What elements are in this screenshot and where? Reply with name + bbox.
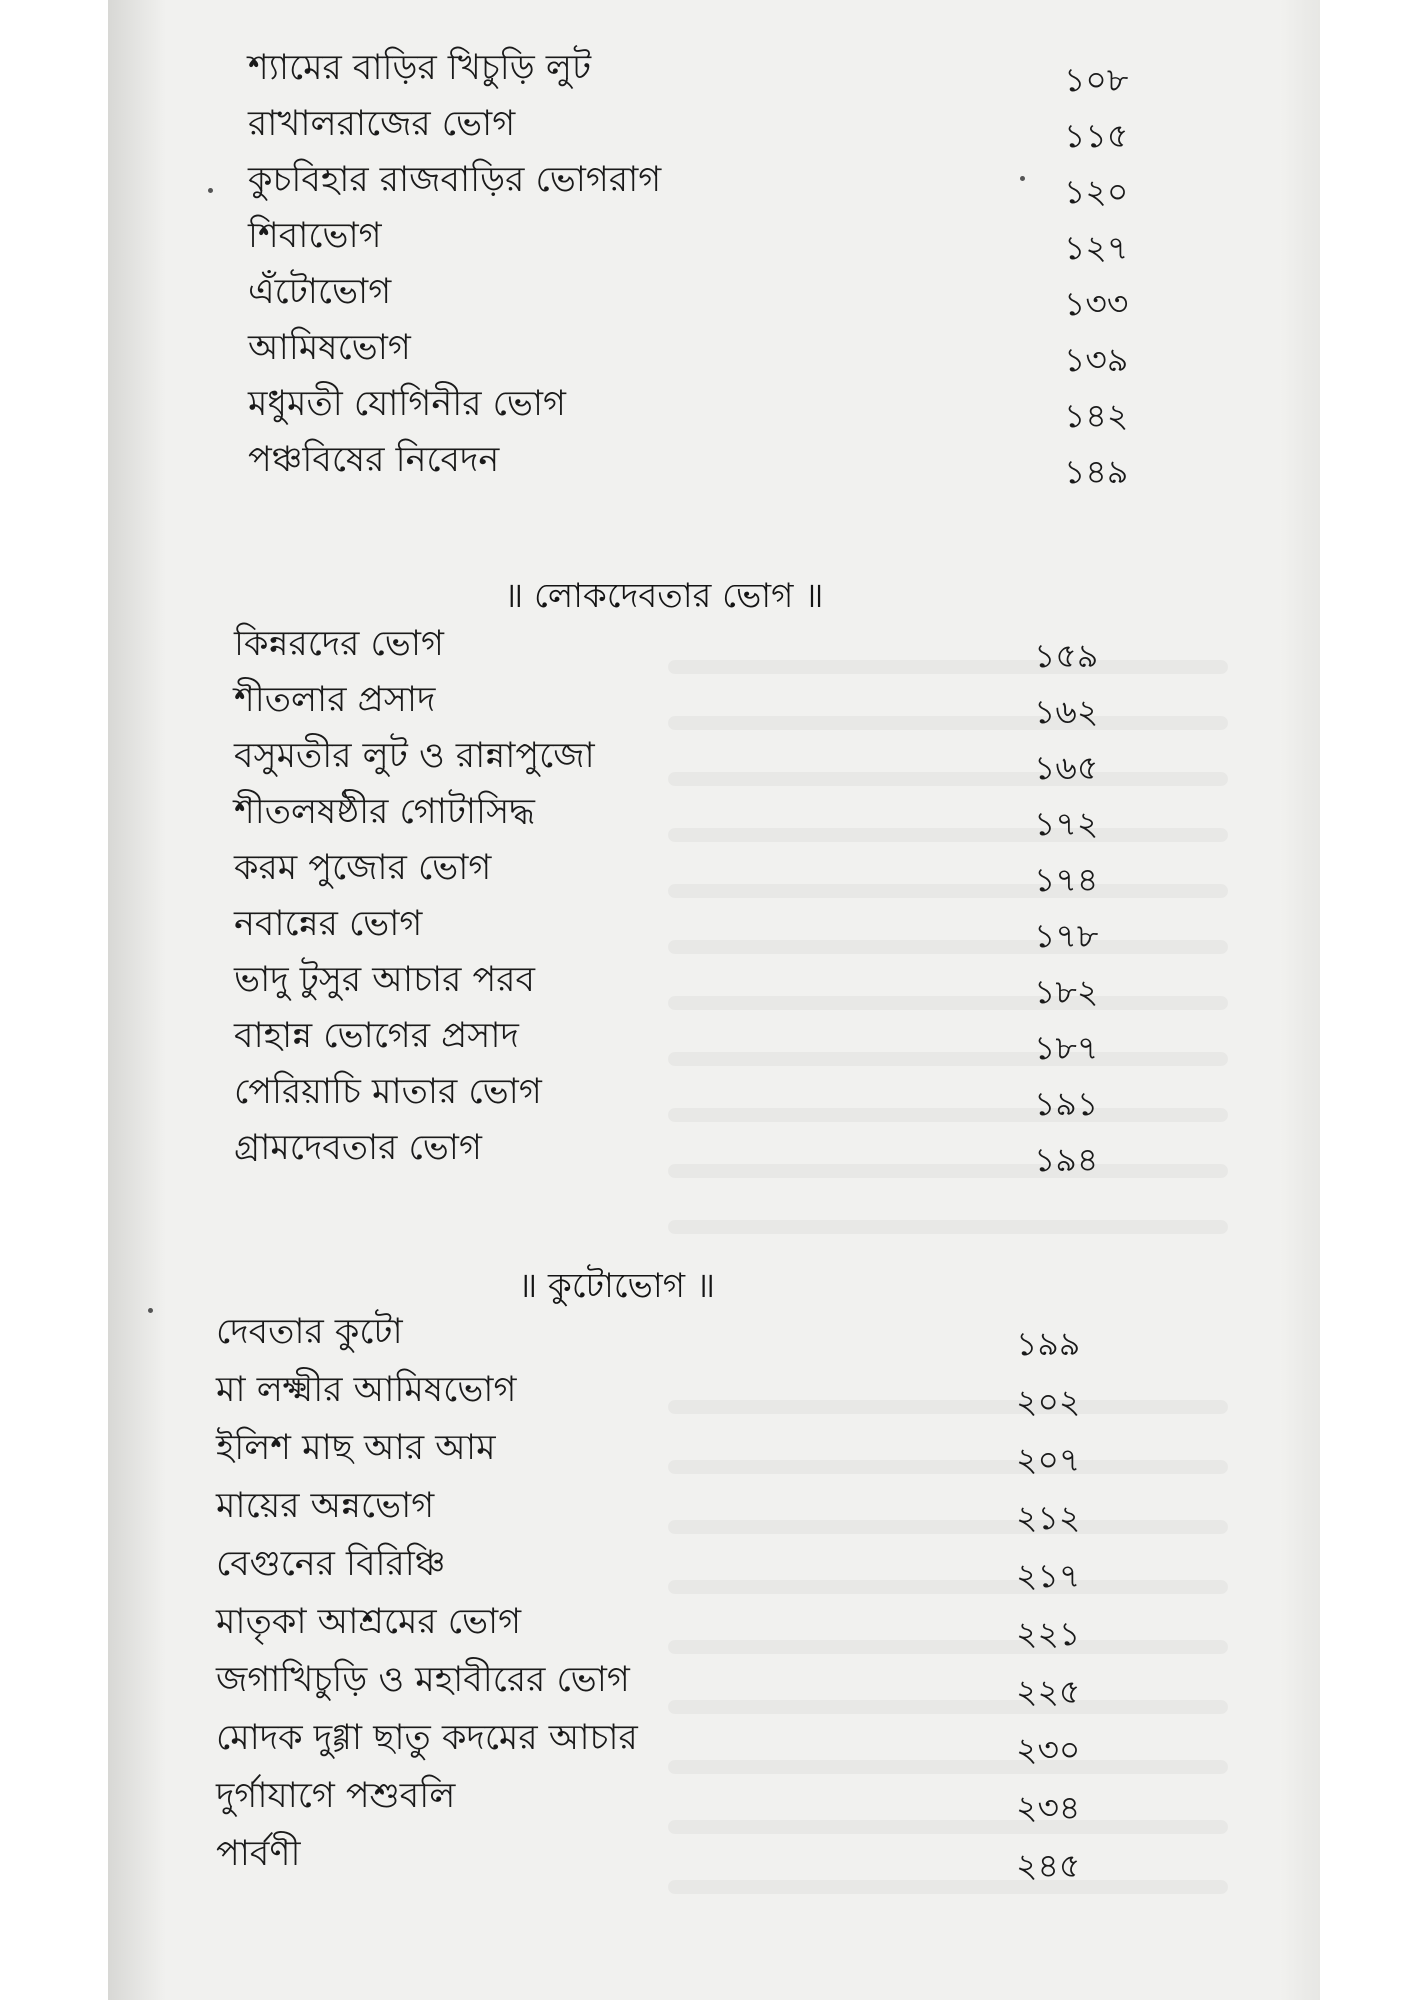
toc-entry[interactable] [234,622,1214,678]
toc-entry[interactable] [234,958,1214,1014]
toc-entry[interactable] [216,1774,1196,1830]
section-heading: ॥ কুটোভোগ ॥ [518,1266,716,1306]
toc-entry-page: ২০৭ [1016,1440,1081,1479]
toc-entry-page: ১৯৪ [1034,1140,1099,1179]
toc-entry-title: পেরিয়াচি মাতার ভোগ [234,1072,542,1112]
toc-entry-page: ১১৫ [1064,116,1129,155]
toc-entry[interactable] [248,214,1228,270]
toc-entry-page: ১৫৯ [1034,636,1099,675]
toc-entry-page: ২১৭ [1016,1556,1081,1595]
toc-entry[interactable] [216,1426,1196,1482]
toc-section-3 [216,1310,1196,1890]
toc-entry-title: মাতৃকা আশ্রমের ভোগ [216,1602,522,1642]
toc-entry[interactable] [216,1542,1196,1598]
toc-entry-title: শীতলষষ্ঠীর গোটাসিদ্ধ [234,792,535,832]
page-edge-shadow [1280,0,1320,2000]
toc-entry-title: এঁটোভোগ [248,272,392,312]
toc-entry[interactable] [216,1368,1196,1424]
toc-entry-page: ১৮৭ [1034,1028,1099,1067]
paper-speck [208,188,213,193]
toc-section-1 [248,46,1228,506]
toc-entry-page: ১৬৫ [1034,748,1099,787]
toc-entry-title: ইলিশ মাছ আর আম [216,1428,496,1468]
toc-entry-title: বসুমতীর লুট ও রান্নাপুজো [234,736,595,776]
toc-entry[interactable] [248,46,1228,102]
toc-entry-page: ২২৫ [1016,1672,1081,1711]
toc-entry-page: ১৯৯ [1016,1324,1081,1363]
toc-entry-title: বাহান্ন ভোগের প্রসাদ [234,1016,519,1056]
toc-entry[interactable] [216,1832,1196,1888]
toc-entry[interactable] [216,1658,1196,1714]
toc-entry-title: রাখালরাজের ভোগ [248,104,516,144]
toc-entry-page: ১৩৯ [1064,340,1129,379]
toc-entry[interactable] [234,790,1214,846]
toc-entry[interactable] [234,678,1214,734]
toc-entry-title: নবান্নের ভোগ [234,904,423,944]
toc-entry[interactable] [248,270,1228,326]
toc-entry-page: ১৩৩ [1064,284,1129,323]
toc-entry-page: ১৬২ [1034,692,1099,731]
toc-entry-page: ১৭৮ [1034,916,1099,955]
toc-entry-page: ১৯১ [1034,1084,1099,1123]
toc-entry-title: কুচবিহার রাজবাড়ির ভোগরাগ [248,160,662,200]
toc-entry[interactable] [248,382,1228,438]
toc-entry-page: ২৪৫ [1016,1846,1081,1885]
bleed-through-line [668,1220,1228,1234]
toc-entry-title: পঞ্চবিষের নিবেদন [248,440,500,480]
book-page [108,0,1320,2000]
toc-entry-title: মায়ের অন্নভোগ [216,1486,435,1526]
toc-entry[interactable] [248,158,1228,214]
toc-entry-title: বেগুনের বিরিঞ্চি [216,1544,446,1584]
toc-entry-page: ১৭৪ [1034,860,1099,899]
toc-entry[interactable] [248,102,1228,158]
toc-entry-title: দুর্গাযাগে পশুবলি [216,1776,456,1816]
toc-entry-page: ১২৭ [1064,228,1129,267]
toc-entry-title: শিবাভোগ [248,216,382,256]
toc-entry-page: ১৮২ [1034,972,1099,1011]
toc-entry[interactable] [234,1070,1214,1126]
toc-entry-title: কিন্নরদের ভোগ [234,624,444,664]
toc-entry-title: দেবতার কুটো [216,1312,403,1352]
toc-entry-title: পার্বণী [216,1834,301,1874]
toc-entry-title: ভাদু টুসুর আচার পরব [234,960,536,1000]
toc-entry-title: করম পুজোর ভোগ [234,848,492,888]
toc-entry-page: ১২০ [1064,172,1129,211]
toc-entry-title: মধুমতী যোগিনীর ভোগ [248,384,566,424]
toc-entry[interactable] [248,326,1228,382]
toc-entry[interactable] [248,438,1228,494]
toc-entry[interactable] [216,1484,1196,1540]
toc-entry-title: আমিষভোগ [248,328,411,368]
toc-entry-page: ১০৮ [1064,60,1129,99]
toc-entry-page: ১৭২ [1034,804,1099,843]
toc-entry[interactable] [216,1716,1196,1772]
toc-entry[interactable] [234,902,1214,958]
toc-entry-title: শীতলার প্রসাদ [234,680,436,720]
toc-entry-title: মোদক দুগ্গা ছাতু কদমের আচার [216,1718,638,1758]
toc-entry-page: ২২১ [1016,1614,1081,1653]
toc-entry-page: ২১২ [1016,1498,1081,1537]
toc-entry-page: ১৪৯ [1064,452,1129,491]
toc-entry-page: ১৪২ [1064,396,1129,435]
toc-entry-page: ২৩০ [1016,1730,1081,1769]
toc-entry[interactable] [234,1014,1214,1070]
toc-section-2 [234,622,1214,1202]
toc-entry-title: জগাখিচুড়ি ও মহাবীরের ভোগ [216,1660,630,1700]
toc-entry[interactable] [234,734,1214,790]
toc-entry-page: ২০২ [1016,1382,1081,1421]
toc-entry[interactable] [234,846,1214,902]
toc-entry-title: গ্রামদেবতার ভোগ [234,1128,482,1168]
toc-entry[interactable] [216,1310,1196,1366]
page-gutter-shadow [108,0,166,2000]
toc-entry-title: মা লক্ষ্মীর আমিষভোগ [216,1370,517,1410]
paper-speck [148,1308,153,1313]
toc-entry[interactable] [234,1126,1214,1182]
toc-entry[interactable] [216,1600,1196,1656]
section-heading: ॥ লোকদেবতার ভোগ ॥ [504,576,824,616]
toc-entry-page: ২৩৪ [1016,1788,1081,1827]
toc-entry-title: শ্যামের বাড়ির খিচুড়ি লুট [248,48,592,88]
